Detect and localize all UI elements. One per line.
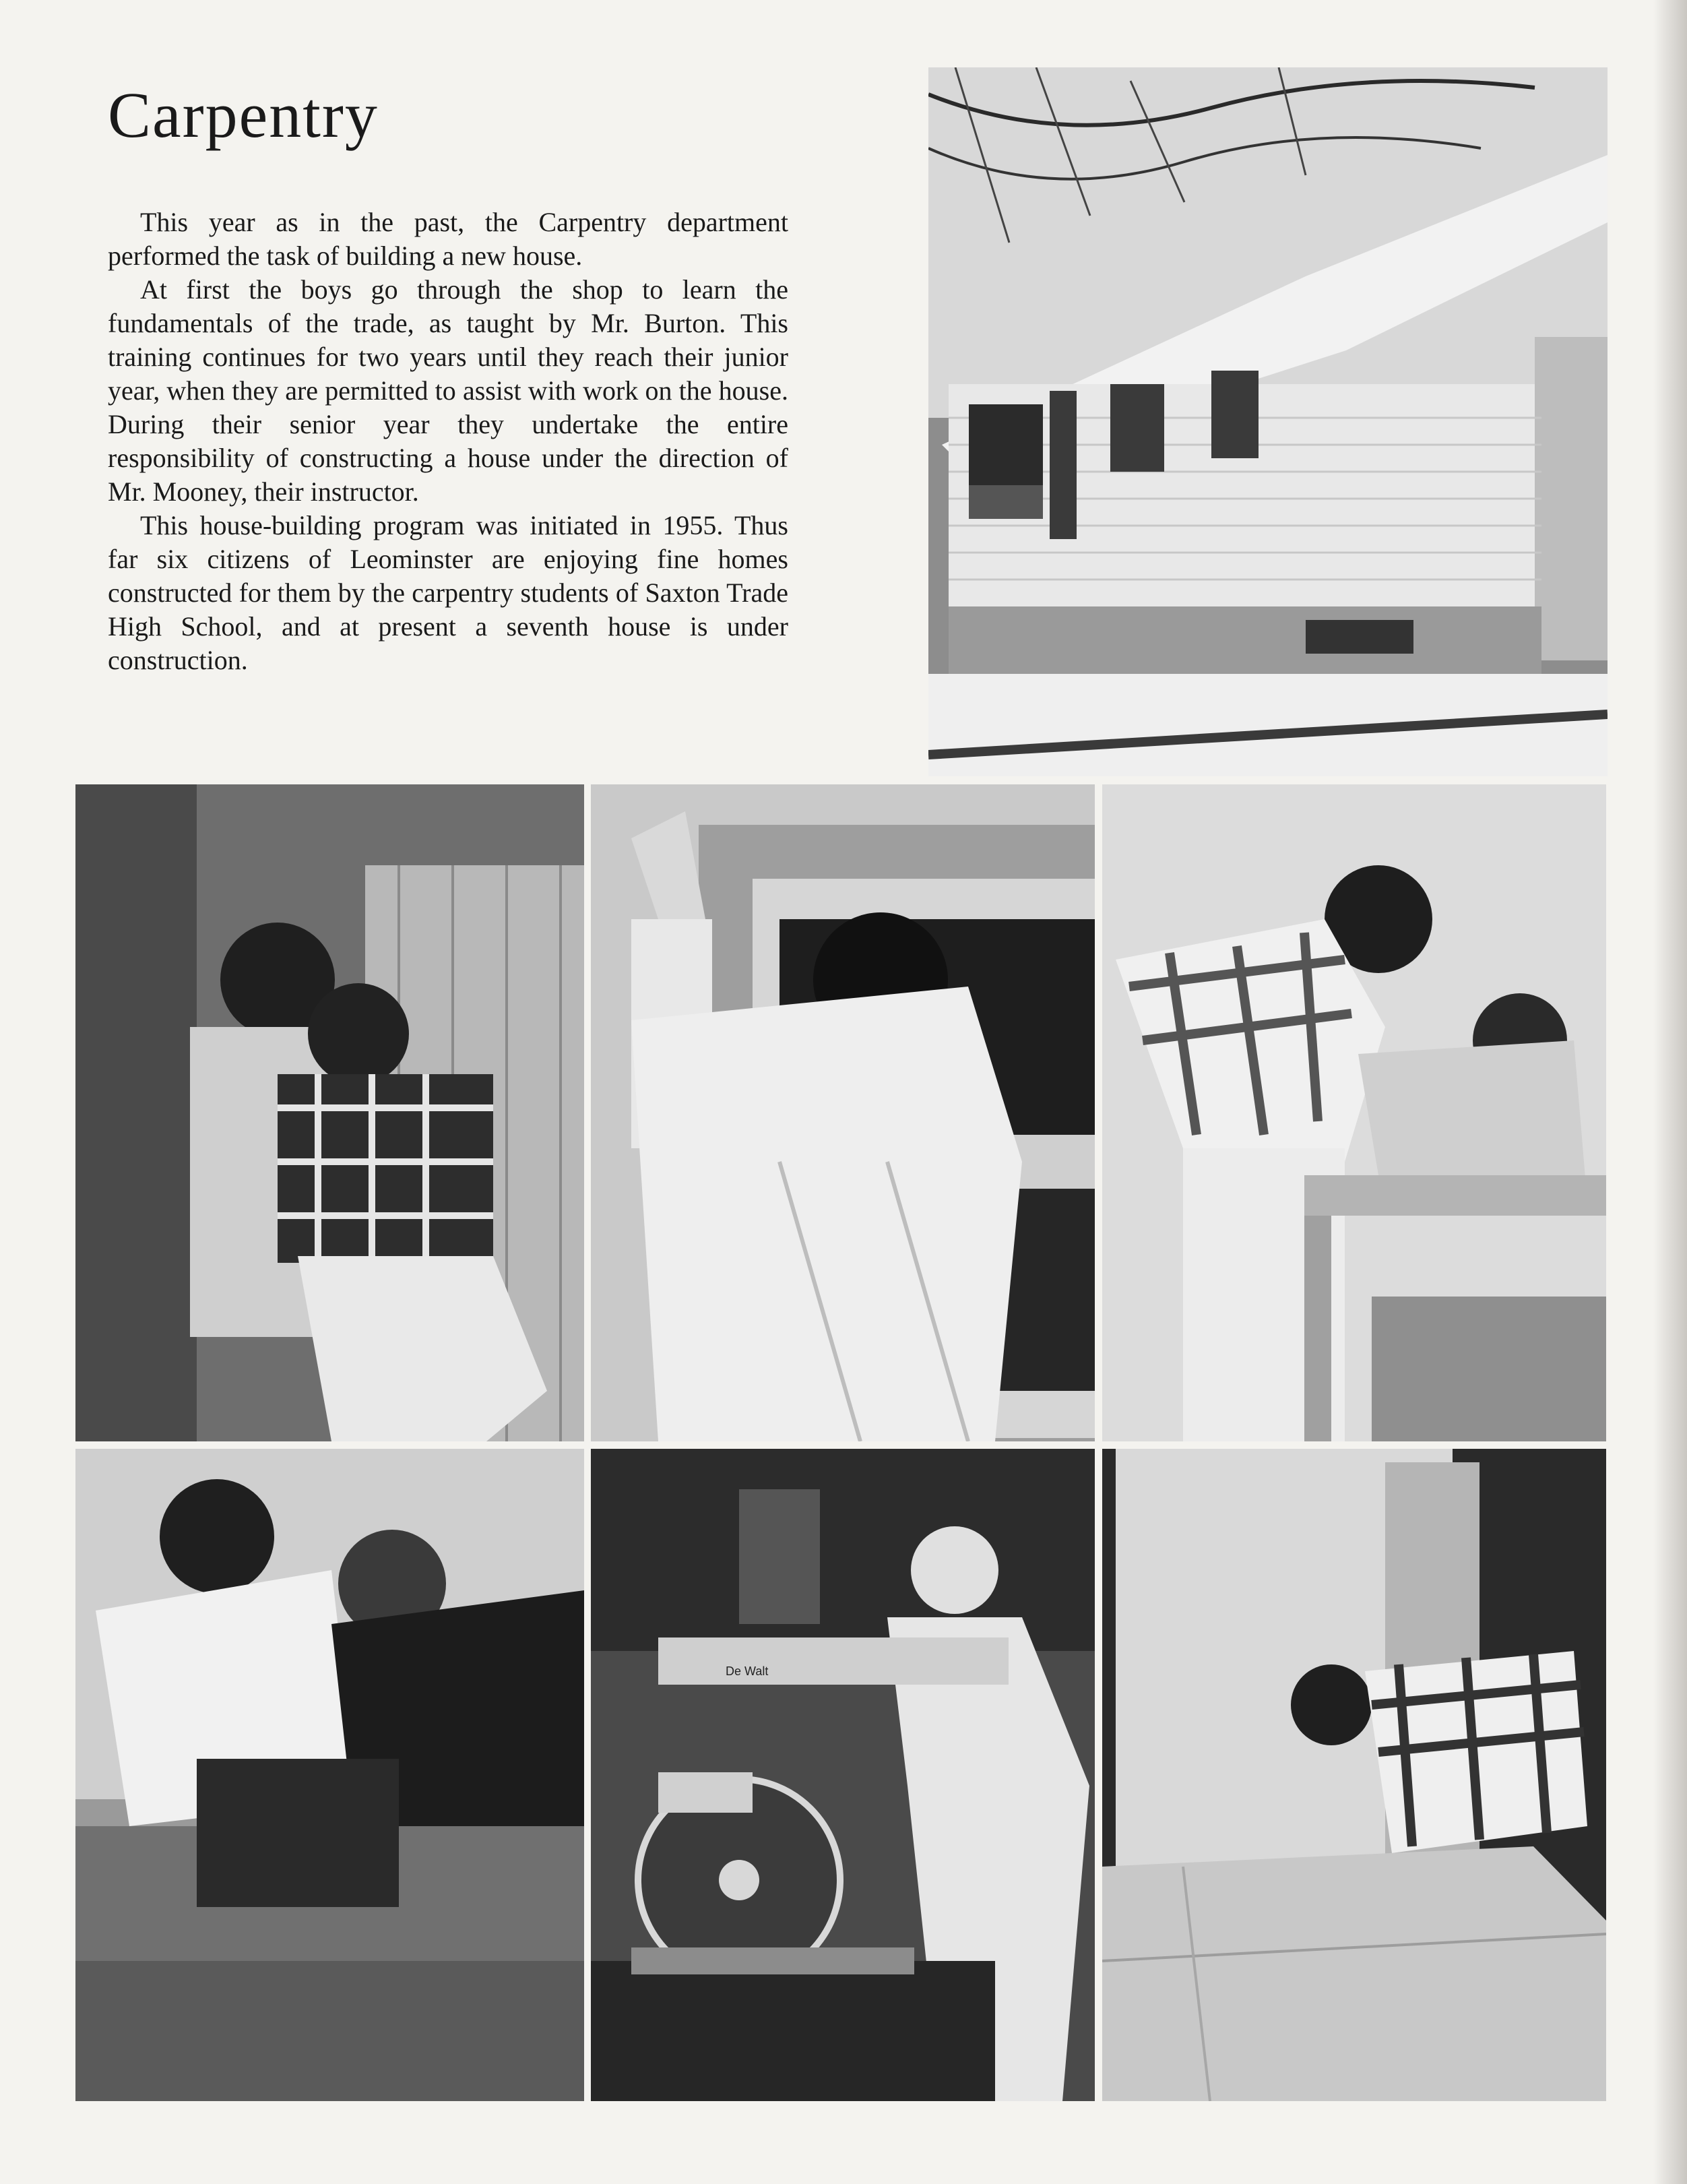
article-body — [108, 206, 788, 677]
photo-students-installing-door — [75, 784, 584, 1441]
photo-students-at-jointer — [75, 1449, 584, 2101]
photo-student-working-panel — [1102, 1449, 1606, 2101]
photo-student-fitting-window-frame — [591, 784, 1095, 1441]
photo-students-with-drill — [1102, 784, 1606, 1441]
photo-house-under-construction — [928, 67, 1608, 776]
paragraph-3: This house-building program was initiated in 1955. Thus far six citizens of Leominster are enjoying fine homes constructed for them by the carpentry students of Saxton Trade High School, and at present a seventh house is under construction. — [108, 510, 788, 675]
photo-student-at-radial-arm-saw — [591, 1449, 1095, 2101]
saw-brand-label: De Walt — [726, 1664, 769, 1678]
paragraph-1: This year as in the past, the Carpentry department performed the task of building a new house. — [108, 207, 788, 271]
page-title: Carpentry — [108, 79, 379, 151]
paragraph-2: At first the boys go through the shop to learn the fundamentals of the trade, as taught by Mr. Burton. This training continues for two years until they reach their junior year, when they are permitted to assist with work on the house. During their senior year they undertake the entire responsibility of constructing a house under the direction of Mr. Mooney, their instructor. — [108, 274, 788, 507]
page-spine-shadow — [1653, 0, 1687, 2184]
